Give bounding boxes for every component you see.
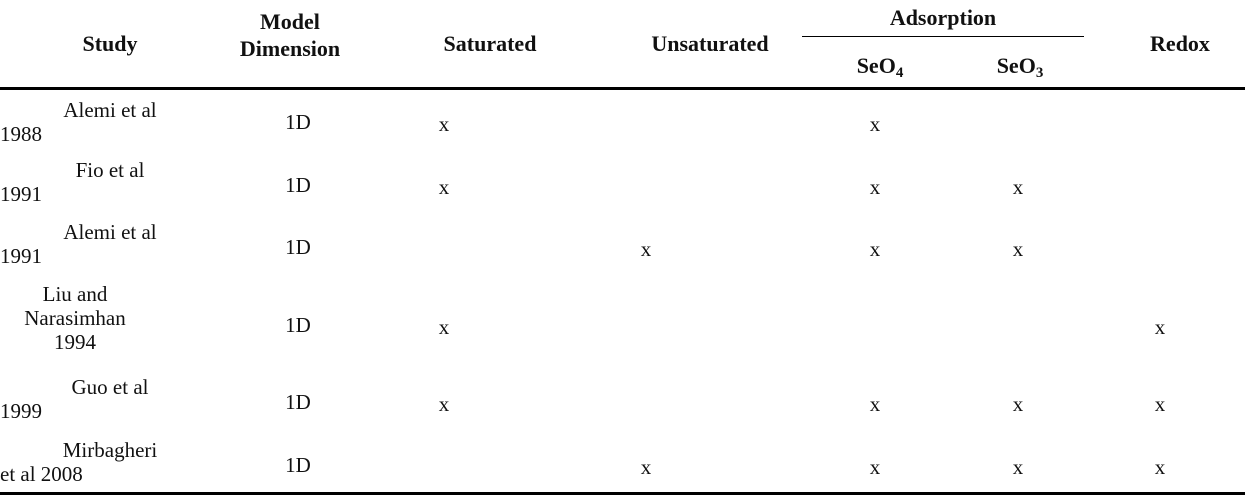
header-model-dimension-line2: Dimension	[239, 36, 341, 61]
bottom-rule	[0, 492, 1245, 495]
header-saturated: Saturated	[443, 31, 537, 56]
row-4-study	[0, 282, 200, 354]
row-3-dimension: 1D	[285, 235, 311, 259]
row-6-study-line1: Mirbagheri	[62, 438, 158, 462]
header-seo3-base: SeO	[996, 53, 1036, 78]
row-4-study-line2: Narasimhan	[24, 306, 126, 330]
row-3-seo3: x	[1012, 237, 1024, 261]
row-5-study-line2: 1999	[0, 399, 42, 423]
row-5-study-line1: Guo et al	[71, 375, 149, 399]
row-2-study-line1: Fio et al	[75, 158, 145, 182]
row-1-seo4: x	[869, 112, 881, 136]
header-seo3	[985, 52, 1055, 79]
row-1-study-line2: 1988	[0, 122, 42, 146]
header-model-dimension-line1: Model	[260, 9, 320, 34]
row-5-seo3: x	[1012, 392, 1024, 416]
row-4-dimension: 1D	[285, 313, 311, 337]
row-6-seo4: x	[869, 455, 881, 479]
row-6-redox: x	[1154, 455, 1166, 479]
row-4-study-line3: 1994	[54, 330, 96, 354]
row-5-saturated: x	[438, 392, 450, 416]
row-3-unsaturated: x	[640, 237, 652, 261]
row-5-redox: x	[1154, 392, 1166, 416]
row-3-study-line2: 1991	[0, 244, 42, 268]
row-1-study	[0, 98, 200, 146]
row-2-seo3: x	[1012, 175, 1024, 199]
header-adsorption: Adsorption	[889, 5, 997, 30]
row-5-dimension: 1D	[285, 390, 311, 414]
row-6-unsaturated: x	[640, 455, 652, 479]
row-1-saturated: x	[438, 112, 450, 136]
row-5-seo4: x	[869, 392, 881, 416]
row-3-seo4: x	[869, 237, 881, 261]
row-2-study-line2: 1991	[0, 182, 42, 206]
adsorption-underline	[802, 36, 1084, 37]
header-seo4-subscript: 4	[895, 65, 904, 81]
header-seo3-subscript: 3	[1035, 65, 1044, 81]
header-study: Study	[82, 31, 138, 56]
row-4-study-line1: Liu and	[42, 282, 108, 306]
header-rule	[0, 87, 1245, 90]
header-seo4	[845, 52, 915, 79]
row-1-study-line1: Alemi et al	[63, 98, 157, 122]
row-6-seo3: x	[1012, 455, 1024, 479]
row-2-dimension: 1D	[285, 173, 311, 197]
header-seo4-base: SeO	[856, 53, 896, 78]
header-model-dimension	[210, 8, 370, 62]
header-unsaturated: Unsaturated	[651, 31, 769, 56]
row-1-dimension: 1D	[285, 110, 311, 134]
header-redox: Redox	[1150, 31, 1210, 56]
row-3-study-line1: Alemi et al	[63, 220, 157, 244]
row-6-study	[0, 438, 200, 486]
row-2-saturated: x	[438, 175, 450, 199]
row-5-study	[0, 375, 200, 423]
row-6-dimension: 1D	[285, 453, 311, 477]
row-4-saturated: x	[438, 315, 450, 339]
row-6-study-line2: et al 2008	[0, 462, 83, 486]
row-2-seo4: x	[869, 175, 881, 199]
row-2-study	[0, 158, 200, 206]
row-4-redox: x	[1154, 315, 1166, 339]
row-3-study	[0, 220, 200, 268]
